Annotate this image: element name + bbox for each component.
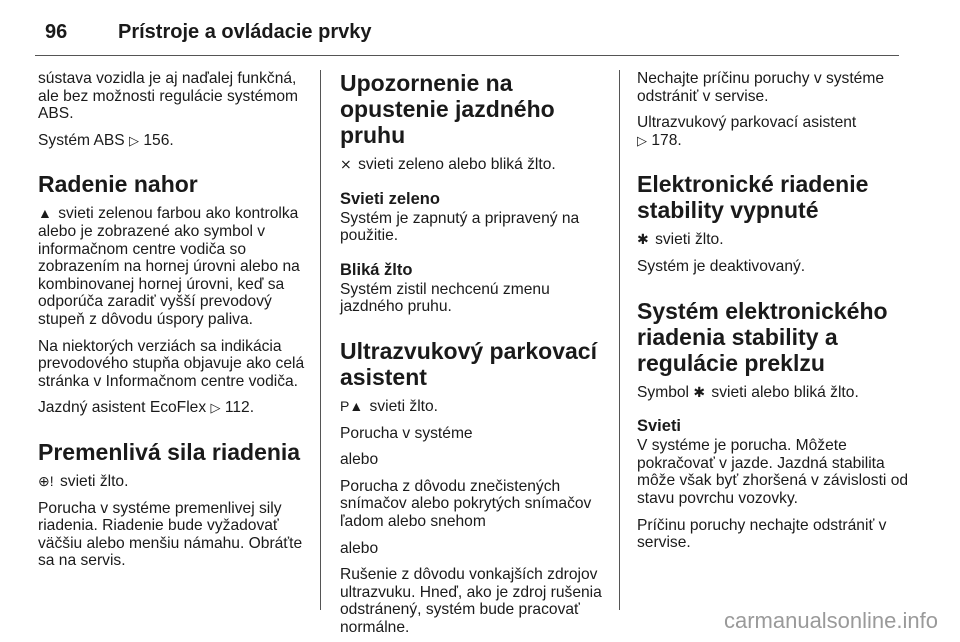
section-heading: Systém elektronického riadenia stability a regulácie preklzu	[637, 297, 888, 376]
paragraph	[340, 156, 612, 174]
section-heading: Elektronické riadenie stability vypnuté	[637, 171, 869, 224]
paragraph: Nechajte príčinu poruchy v systéme odstrániť v servise.	[637, 70, 885, 105]
paragraph	[637, 114, 912, 149]
section-heading: Ultrazvukový parkovací asistent	[340, 337, 597, 390]
subheading: Bliká žlto	[340, 260, 413, 279]
page-reference[interactable]: 156.	[143, 131, 174, 149]
lane-departure-icon: ⨯	[340, 156, 352, 172]
paragraph: Porucha v systéme	[340, 424, 473, 442]
column-divider	[619, 70, 620, 610]
paragraph-text: svieti alebo bliká žlto.	[711, 383, 859, 401]
subheading: Svieti zeleno	[340, 189, 440, 208]
paragraph: Na niektorých verziách sa indikácia prevodového stupňa objavuje ako celá stránka v Informačnom centre vodiča.	[38, 337, 305, 390]
paragraph-text: Ultrazvukový parkovací asistent	[637, 114, 857, 132]
reference-arrow-icon: ▷	[637, 132, 647, 148]
esc-icon: ✱	[693, 383, 706, 400]
page-header	[35, 16, 925, 56]
paragraph-text: Systém ABS	[38, 131, 125, 149]
reference-arrow-icon: ▷	[210, 400, 221, 416]
paragraph: Rušenie z dôvodu vonkajších zdrojov ultrazvuku. Hneď, ako je zdroj rušenia odstránený, systém bude pracovať normálne.	[340, 566, 602, 636]
subheading: Svieti	[637, 417, 682, 436]
section-heading: Premenlivá sila riadenia	[38, 438, 301, 465]
section-heading: Upozornenie na opustenie jazdného pruhu	[340, 70, 555, 148]
paragraph: Systém zistil nechcenú zmenu jazdného pruhu.	[340, 280, 550, 316]
paragraph	[340, 398, 612, 416]
column-right	[637, 70, 912, 552]
paragraph: Porucha v systéme premenlivej sily riadenia. Riadenie bude vyžadovať väčšiu alebo menšiu námahu. Obráťte sa na servis.	[38, 499, 303, 570]
esc-off-icon: ✱	[637, 231, 649, 248]
page-reference[interactable]: 112.	[224, 399, 255, 417]
paragraph-text: svieti zeleno alebo bliká žlto.	[358, 156, 556, 173]
paragraph-text: Jazdný asistent EcoFlex	[38, 399, 207, 417]
paragraph: Systém je zapnutý a pripravený na použitie.	[340, 209, 580, 245]
paragraph: alebo	[340, 539, 379, 557]
column-middle	[340, 70, 612, 637]
paragraph	[38, 132, 310, 150]
paragraph	[38, 473, 310, 491]
paragraph: sústava vozidla je aj naďalej funkčná, ale bez možnosti regulácie systémom ABS.	[38, 70, 299, 123]
paragraph	[637, 231, 912, 249]
paragraph	[637, 384, 912, 402]
paragraph	[38, 205, 310, 328]
paragraph: Porucha z dôvodu znečistených snímačov alebo pokrytých snímačov ľadom alebo snehom	[340, 477, 592, 530]
section-heading: Radenie nahor	[38, 171, 198, 198]
column-left	[38, 70, 310, 570]
upshift-icon: ▲	[38, 205, 52, 222]
paragraph: Systém je deaktivovaný.	[637, 257, 806, 275]
watermark: carmanualsonline.info	[723, 608, 938, 633]
paragraph: V systéme je porucha. Môžete pokračovať v jazde. Jazdná stabilita môže však byť zhoršená v závislosti od stavu povrchu vozovky.	[637, 437, 909, 507]
page-number: 96	[45, 21, 68, 43]
paragraph-text: svieti žlto.	[369, 397, 439, 415]
page-reference[interactable]: 178.	[651, 131, 682, 149]
park-assist-icon: P▲	[340, 397, 364, 414]
header-divider	[35, 55, 899, 56]
reference-arrow-icon: ▷	[129, 132, 140, 148]
steering-icon: ⊕!	[38, 472, 54, 489]
paragraph	[38, 399, 310, 417]
paragraph: alebo	[340, 451, 379, 469]
page-title: Prístroje a ovládacie prvky	[118, 21, 372, 43]
paragraph-text: Symbol	[637, 383, 689, 401]
paragraph-text: svieti žlto.	[655, 231, 724, 249]
paragraph-text: svieti žlto.	[59, 472, 129, 490]
column-divider	[320, 70, 321, 610]
paragraph: Príčinu poruchy nechajte odstrániť v servise.	[637, 516, 887, 552]
paragraph-text: svieti zelenou farbou ako kontrolka alebo je zobrazené ako symbol v informačnom centre vodiča so zobrazením na hornej úrovni alebo na kombinovanej hornej úrovni, keď sa odporúča zaradiť vyšší prevodový stupeň z dôvodu úspory paliva.	[38, 205, 300, 328]
